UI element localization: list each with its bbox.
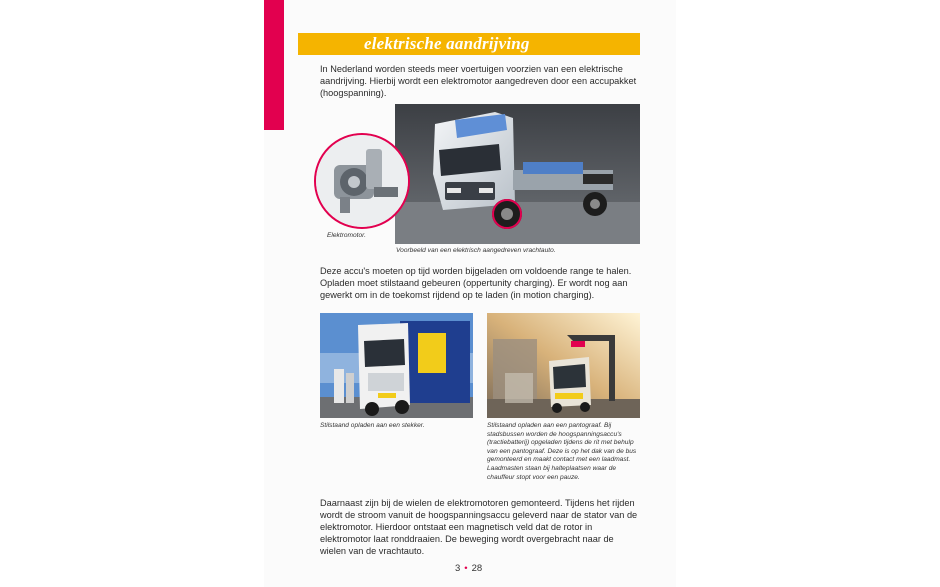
charging-paragraph: Deze accu's moeten op tijd worden bijgeladen om voldoende range te halen. Opladen moet stilstaand gebeuren (oppertunity charging). Er wordt nog aan gewerkt om in de toekomst rijdend op te laden (in motion charging).: [320, 266, 632, 300]
pantograph-charging-caption: Stilstaand opladen aan een pantograaf. Bij stadsbussen worden de hoogspanningsaccu's (tractiebatterij) opgeladen tijdens de rit met behulp van een pantograaf. Deze is op het dak van de bus gemonteerd en maakt contact met een laadmast. Laadmasten staan bij halteplaatsen waar de chauffeur stopt voor een pauze.: [487, 422, 637, 481]
section-title: elektrische aandrijving: [364, 34, 530, 53]
intro-paragraph: In Nederland worden steeds meer voertuigen voorzien van een elektrische aandrijving. Hierbij wordt een elektromotor aangedreven door een accupakket (hoogspanning).: [320, 64, 637, 98]
page-number: [455, 563, 482, 574]
pantograph-charging-photo: [487, 313, 640, 418]
motor-caption: Elektromotor.: [327, 232, 366, 239]
truck-caption: Voorbeeld van een elektrisch aangedreven vrachtauto.: [396, 247, 556, 254]
plug-charging-caption: Stilstaand opladen aan een stekker.: [320, 422, 425, 429]
plug-charging-photo: [320, 313, 473, 418]
electric-truck-image: [395, 104, 640, 244]
chapter-margin-bar: [264, 0, 284, 130]
chapter-number: 3: [455, 563, 461, 574]
electric-motor-inset: [314, 133, 410, 229]
motor-explanation-paragraph: Daarnaast zijn bij de wielen de elektromotoren gemonteerd. Tijdens het rijden wordt de stroom vanuit de hoogspanningsaccu geleverd naar de stator van de elektromotor. Hierdoor ontstaat een magnetisch veld dat de rotor in elektromotor laat ronddraaien. De beweging wordt overgebracht naar de wielen van de vrachtauto.: [320, 498, 638, 556]
page-number-value: 28: [471, 563, 483, 574]
page-number-separator: •: [464, 563, 468, 574]
